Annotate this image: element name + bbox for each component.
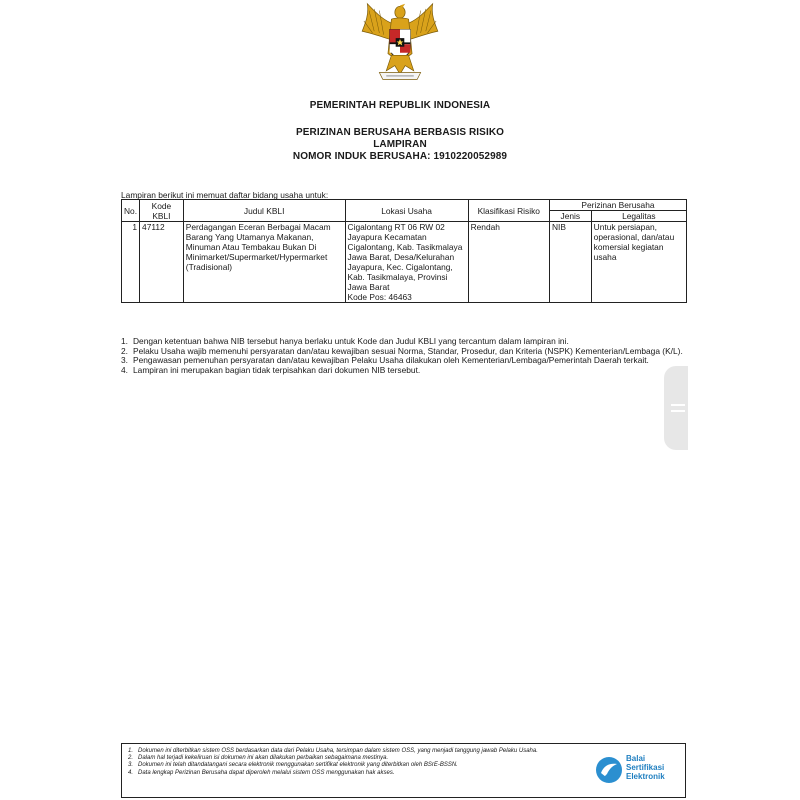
header-perizinan-berusaha: Perizinan Berusaha	[549, 200, 686, 211]
header-no: No.	[122, 200, 140, 222]
intro-text: Lampiran berikut ini memuat daftar bidang usaha untuk:	[121, 190, 329, 200]
header-klasifikasi-risiko: Klasifikasi Risiko	[468, 200, 549, 222]
footer-disclaimer-box	[121, 743, 686, 798]
cell-kode-kbli: 47112	[140, 222, 184, 303]
document-page	[112, 0, 688, 800]
cell-legalitas: Untuk persiapan, operasional, dan/atau komersial kegiatan usaha	[591, 222, 686, 303]
list-item: 1. Dengan ketentuan bahwa NIB tersebut hanya berlaku untuk Kode dan Judul KBLI yang tercantum dalam lampiran ini.	[121, 336, 569, 346]
header-legalitas: Legalitas	[591, 211, 686, 222]
kbli-table	[121, 199, 687, 303]
cell-klasifikasi-risiko: Rendah	[468, 222, 549, 303]
cell-no: 1	[122, 222, 140, 303]
header-judul-kbli: Judul KBLI	[183, 200, 345, 222]
cell-lokasi-usaha	[345, 222, 468, 303]
permit-title: PERIZINAN BERUSAHA BERBASIS RISIKO	[295, 127, 505, 138]
table-header-row	[122, 200, 687, 211]
government-title: PEMERINTAH REPUBLIK INDONESIA	[309, 100, 491, 111]
list-item: 4. Lampiran ini merupakan bagian tidak terpisahkan dari dokumen NIB tersebut.	[121, 364, 421, 375]
lokasi-address: Cigalontang RT 06 RW 02 Jayapura Kecamatan Cigalontang, Kab. Tasikmalaya Jawa Barat, Desa/Kelurahan Jayapura, Kec. Cigalontang, Kab. Tasikmalaya, Provinsi Jawa Barat	[347, 222, 463, 292]
footer-notes-list	[128, 748, 588, 777]
provisions-list	[121, 337, 686, 375]
bsre-logo-text: Balai Sertifikasi Elektronik	[626, 754, 665, 781]
bsre-logo-icon	[594, 755, 624, 785]
header-lokasi-usaha: Lokasi Usaha	[345, 200, 468, 222]
scroll-handle-icon[interactable]	[664, 366, 688, 450]
attachment-title: LAMPIRAN	[373, 139, 427, 150]
list-item: 3. Pengawasan pemenuhan persyaratan dan/atau kewajiban Pelaku Usaha dilakukan oleh Kementerian/Lembaga/Pemerintah Daerah terkait.	[121, 355, 649, 365]
list-item: 2. Pelaku Usaha wajib memenuhi persyaratan dan/atau kewajiban sesuai Norma, Standar, Prosedur, dan Kriteria (NSPK) Kementerian/Lembaga (K/L).	[121, 345, 683, 356]
cell-judul-kbli: Perdagangan Eceran Berbagai Macam Barang Yang Utamanya Makanan, Minuman Atau Tembakau Bukan Di Minimarket/Supermarket/Hypermarket (Tradisional)	[183, 222, 345, 303]
bsre-logo	[594, 753, 684, 787]
list-item: 4. Data lengkap Perizinan Berusaha dapat diperoleh melalui sistem OSS menggunakan hak akses.	[128, 769, 395, 776]
table-row	[122, 222, 687, 303]
list-item: 2. Dalam hal terjadi kekeliruan isi dokumen ini akan dilakukan perbaikan sebagaimana mestinya.	[128, 755, 389, 762]
header-jenis: Jenis	[549, 211, 591, 222]
list-item: 3. Dokumen ini telah ditandatangani secara elektronik menggunakan sertifikat elektronik yang diterbitkan oleh BSrE-BSSN.	[128, 762, 458, 769]
header-kode-kbli: Kode KBLI	[140, 200, 184, 222]
cell-jenis: NIB	[549, 222, 591, 303]
lokasi-kode-pos: Kode Pos: 46463	[347, 292, 412, 302]
garuda-emblem-icon	[357, 2, 443, 88]
nib-number: NOMOR INDUK BERUSAHA: 1910220052989	[292, 151, 508, 162]
list-item: 1. Dokumen ini diterbitkan sistem OSS berdasarkan data dari Pelaku Usaha, tersimpan dalam sistem OSS, yang menjadi tanggung jawab Pelaku Usaha.	[128, 748, 538, 754]
